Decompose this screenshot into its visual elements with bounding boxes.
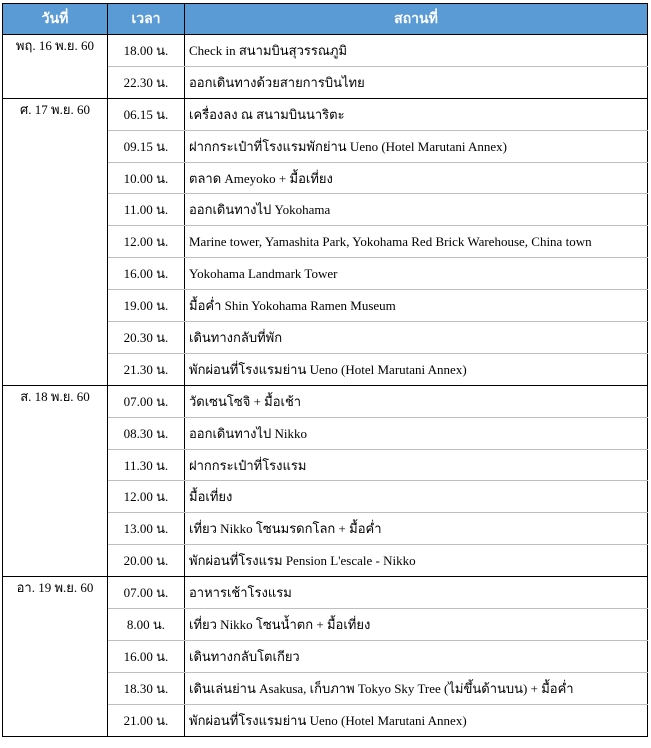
place-cell: ตลาด Ameyoko + มื้อเที่ยง xyxy=(185,162,648,194)
place-cell: Yokohama Landmark Tower xyxy=(185,258,648,290)
day-cell: ศ. 17 พ.ย. 60 xyxy=(3,98,108,385)
time-cell: 12.00 น. xyxy=(108,481,185,513)
time-cell: 19.00 น. xyxy=(108,290,185,322)
table-row xyxy=(3,35,648,67)
table-row xyxy=(3,385,648,417)
place-cell: มื้อค่ำ Shin Yokohama Ramen Museum xyxy=(185,290,648,322)
table-body xyxy=(3,35,648,737)
time-cell: 09.15 น. xyxy=(108,130,185,162)
time-cell: 8.00 น. xyxy=(108,609,185,641)
time-cell: 12.00 น. xyxy=(108,226,185,258)
day-cell: พฤ. 16 พ.ย. 60 xyxy=(3,35,108,99)
time-cell: 07.00 น. xyxy=(108,385,185,417)
place-cell: พักผ่อนที่โรงแรมย่าน Ueno (Hotel Marutani Annex) xyxy=(185,353,648,385)
time-cell: 16.00 น. xyxy=(108,640,185,672)
time-cell: 22.30 น. xyxy=(108,66,185,98)
place-cell: เครื่องลง ณ สนามบินนาริตะ xyxy=(185,98,648,130)
table-row xyxy=(3,98,648,130)
time-cell: 16.00 น. xyxy=(108,258,185,290)
place-cell: มื้อเที่ยง xyxy=(185,481,648,513)
header-row xyxy=(3,4,648,35)
place-cell: ออกเดินทางด้วยสายการบินไทย xyxy=(185,66,648,98)
place-cell: พักผ่อนที่โรงแรม Pension L'escale - Nikko xyxy=(185,545,648,577)
time-cell: 11.30 น. xyxy=(108,449,185,481)
time-cell: 18.00 น. xyxy=(108,35,185,67)
place-cell: เที่ยว Nikko โซนน้ำตก + มื้อเที่ยง xyxy=(185,609,648,641)
place-cell: เดินทางกลับที่พัก xyxy=(185,322,648,354)
header-place: สถานที่ xyxy=(185,4,648,35)
time-cell: 18.30 น. xyxy=(108,672,185,704)
table-header xyxy=(3,4,648,35)
time-cell: 21.00 น. xyxy=(108,704,185,736)
place-cell: ฝากกระเป๋าที่โรงแรมพักย่าน Ueno (Hotel Marutani Annex) xyxy=(185,130,648,162)
time-cell: 10.00 น. xyxy=(108,162,185,194)
day-cell: ส. 18 พ.ย. 60 xyxy=(3,385,108,576)
time-cell: 20.00 น. xyxy=(108,545,185,577)
time-cell: 21.30 น. xyxy=(108,353,185,385)
header-time: เวลา xyxy=(108,4,185,35)
day-cell: อา. 19 พ.ย. 60 xyxy=(3,577,108,736)
place-cell: ออกเดินทางไป Yokohama xyxy=(185,194,648,226)
place-cell: Marine tower, Yamashita Park, Yokohama Red Brick Warehouse, China town xyxy=(185,226,648,258)
place-cell: Check in สนามบินสุวรรณภูมิ xyxy=(185,35,648,67)
time-cell: 07.00 น. xyxy=(108,577,185,609)
time-cell: 13.00 น. xyxy=(108,513,185,545)
time-cell: 11.00 น. xyxy=(108,194,185,226)
time-cell: 06.15 น. xyxy=(108,98,185,130)
table-row xyxy=(3,577,648,609)
time-cell: 20.30 น. xyxy=(108,322,185,354)
place-cell: อาหารเช้าโรงแรม xyxy=(185,577,648,609)
time-cell: 08.30 น. xyxy=(108,417,185,449)
header-day: วันที่ xyxy=(3,4,108,35)
place-cell: ฝากกระเป๋าที่โรงแรม xyxy=(185,449,648,481)
place-cell: ออกเดินทางไป Nikko xyxy=(185,417,648,449)
place-cell: เที่ยว Nikko โซนมรดกโลก + มื้อค่ำ xyxy=(185,513,648,545)
place-cell: เดินทางกลับโตเกียว xyxy=(185,640,648,672)
itinerary-table xyxy=(2,3,648,737)
place-cell: วัดเซนโซจิ + มื้อเช้า xyxy=(185,385,648,417)
place-cell: พักผ่อนที่โรงแรมย่าน Ueno (Hotel Marutani Annex) xyxy=(185,704,648,736)
place-cell: เดินเล่นย่าน Asakusa, เก็บภาพ Tokyo Sky Tree (ไม่ขึ้นด้านบน) + มื้อค่ำ xyxy=(185,672,648,704)
